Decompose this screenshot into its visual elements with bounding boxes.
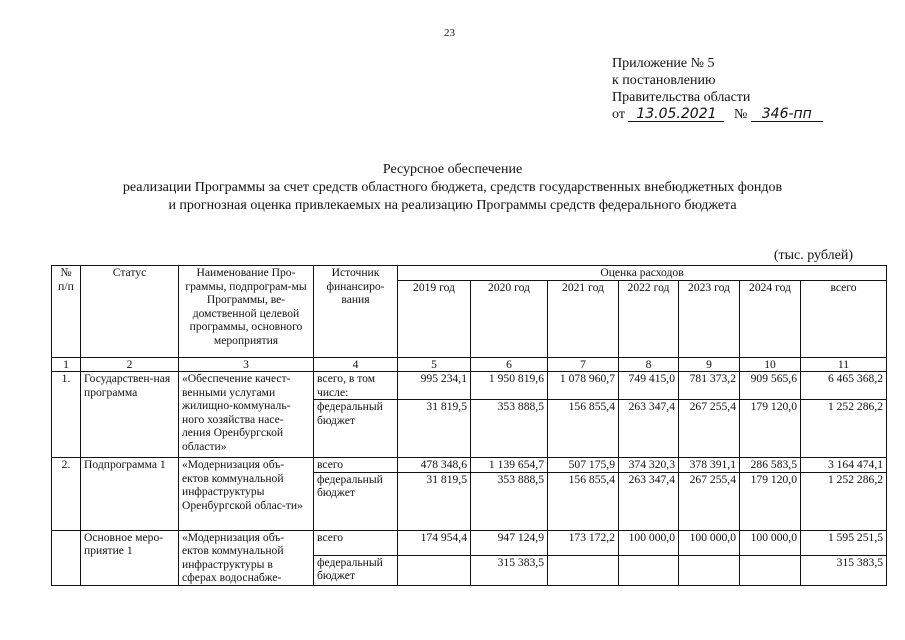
value-cell: 31 819,5 — [398, 400, 471, 458]
value-cell: 174 954,4 — [398, 530, 471, 555]
value-cell: 315 383,5 — [471, 555, 548, 585]
value-cell: 267 255,4 — [679, 400, 740, 458]
value-cell: 353 888,5 — [471, 472, 548, 530]
handwritten-number: 346-пп — [751, 108, 823, 122]
value-cell: 100 000,0 — [740, 530, 801, 555]
value-cell: 156 855,4 — [548, 472, 619, 530]
row-name: «Модернизация объ-ектов коммунальной инфраструктуры в сферах водоснабже- — [179, 530, 314, 585]
row-name: «Обеспечение качест-венными услугами жилищно-коммуналь-ного хозяйства насе-ления Оренбургской области» — [179, 372, 314, 458]
row-status: Основное меро-приятие 1 — [81, 530, 179, 585]
column-index-row — [52, 357, 887, 372]
row-num: 2. — [52, 458, 81, 531]
value-cell: 173 172,2 — [548, 530, 619, 555]
value-cell: 179 120,0 — [740, 400, 801, 458]
value-cell: 947 124,9 — [471, 530, 548, 555]
column-index: 5 — [398, 357, 471, 372]
value-cell: 31 819,5 — [398, 472, 471, 530]
column-index: 11 — [801, 357, 887, 372]
row-source: федеральный бюджет — [314, 555, 398, 585]
from-label: от — [612, 107, 625, 122]
row-source: всего — [314, 458, 398, 473]
value-cell: 1 950 819,6 — [471, 372, 548, 400]
header-num: № п/п — [52, 266, 81, 358]
column-index: 4 — [314, 357, 398, 372]
document-title — [60, 161, 845, 215]
number-label: № — [733, 107, 748, 122]
value-cell: 1 078 960,7 — [548, 372, 619, 400]
header-source: Источник финансиро-вания — [314, 266, 398, 358]
row-num: 1. — [52, 372, 81, 458]
row-status: Государствен-ная программа — [81, 372, 179, 458]
table-row — [52, 372, 887, 400]
header-year: 2019 год — [398, 280, 471, 357]
column-index: 3 — [179, 357, 314, 372]
value-cell: 909 565,6 — [740, 372, 801, 400]
column-index: 1 — [52, 357, 81, 372]
appendix-block — [612, 55, 823, 123]
value-cell: 6 465 368,2 — [801, 372, 887, 400]
value-cell — [740, 555, 801, 585]
value-cell: 1 252 286,2 — [801, 472, 887, 530]
column-index: 9 — [679, 357, 740, 372]
table-row — [52, 458, 887, 473]
value-cell — [398, 555, 471, 585]
value-cell: 1 252 286,2 — [801, 400, 887, 458]
value-cell — [679, 555, 740, 585]
value-cell: 378 391,1 — [679, 458, 740, 473]
header-status: Статус — [81, 266, 179, 358]
value-cell: 781 373,2 — [679, 372, 740, 400]
appendix-line: Правительства области — [612, 90, 751, 105]
title-line: Ресурсное обеспечение — [382, 162, 523, 177]
page-number: 23 — [444, 27, 455, 39]
header-year: 2022 год — [619, 280, 679, 357]
value-cell: 1 139 654,7 — [471, 458, 548, 473]
units-label: (тыс. рублей) — [773, 248, 853, 263]
value-cell: 100 000,0 — [619, 530, 679, 555]
row-name: «Модернизация объ-ектов коммунальной инфраструктуры Оренбургской облас-ти» — [179, 458, 314, 531]
column-index: 7 — [548, 357, 619, 372]
row-source: федеральный бюджет — [314, 472, 398, 530]
title-line: реализации Программы за счет средств областного бюджета, средств государственных внебюджетных фондов — [122, 180, 783, 195]
table-row — [52, 530, 887, 555]
handwritten-date: 13.05.2021 — [628, 108, 724, 122]
value-cell: 478 348,6 — [398, 458, 471, 473]
value-cell: 263 347,4 — [619, 472, 679, 530]
column-index: 6 — [471, 357, 548, 372]
header-name: Наименование Про-граммы, подпрограм-мы Программы, ве-домственной целевой программы, основного мероприятия — [179, 266, 314, 358]
value-cell: 995 234,1 — [398, 372, 471, 400]
value-cell: 749 415,0 — [619, 372, 679, 400]
header-row — [52, 266, 887, 281]
resources-table — [51, 265, 887, 586]
header-year: 2021 год — [548, 280, 619, 357]
column-index: 8 — [619, 357, 679, 372]
value-cell: 3 164 474,1 — [801, 458, 887, 473]
header-year: 2024 год — [740, 280, 801, 357]
row-status: Подпрограмма 1 — [81, 458, 179, 531]
header-year: 2020 год — [471, 280, 548, 357]
value-cell: 263 347,4 — [619, 400, 679, 458]
value-cell: 353 888,5 — [471, 400, 548, 458]
header-total: всего — [801, 280, 887, 357]
row-source: федеральный бюджет — [314, 400, 398, 458]
header-estimate: Оценка расходов — [398, 266, 887, 281]
column-index: 10 — [740, 357, 801, 372]
value-cell — [548, 555, 619, 585]
value-cell: 1 595 251,5 — [801, 530, 887, 555]
value-cell: 100 000,0 — [679, 530, 740, 555]
row-source: всего, в том числе: — [314, 372, 398, 400]
value-cell: 374 320,3 — [619, 458, 679, 473]
value-cell: 267 255,4 — [679, 472, 740, 530]
value-cell: 179 120,0 — [740, 472, 801, 530]
resolution-ref — [612, 106, 823, 123]
appendix-line: к постановлению — [612, 73, 716, 88]
value-cell — [619, 555, 679, 585]
appendix-line: Приложение № 5 — [612, 56, 715, 71]
value-cell: 156 855,4 — [548, 400, 619, 458]
value-cell: 286 583,5 — [740, 458, 801, 473]
value-cell: 315 383,5 — [801, 555, 887, 585]
row-num — [52, 530, 81, 585]
title-line: и прогнозная оценка привлекаемых на реализацию Программы средств федерального бюджета — [168, 198, 737, 213]
header-year: 2023 год — [679, 280, 740, 357]
value-cell: 507 175,9 — [548, 458, 619, 473]
column-index: 2 — [81, 357, 179, 372]
row-source: всего — [314, 530, 398, 555]
